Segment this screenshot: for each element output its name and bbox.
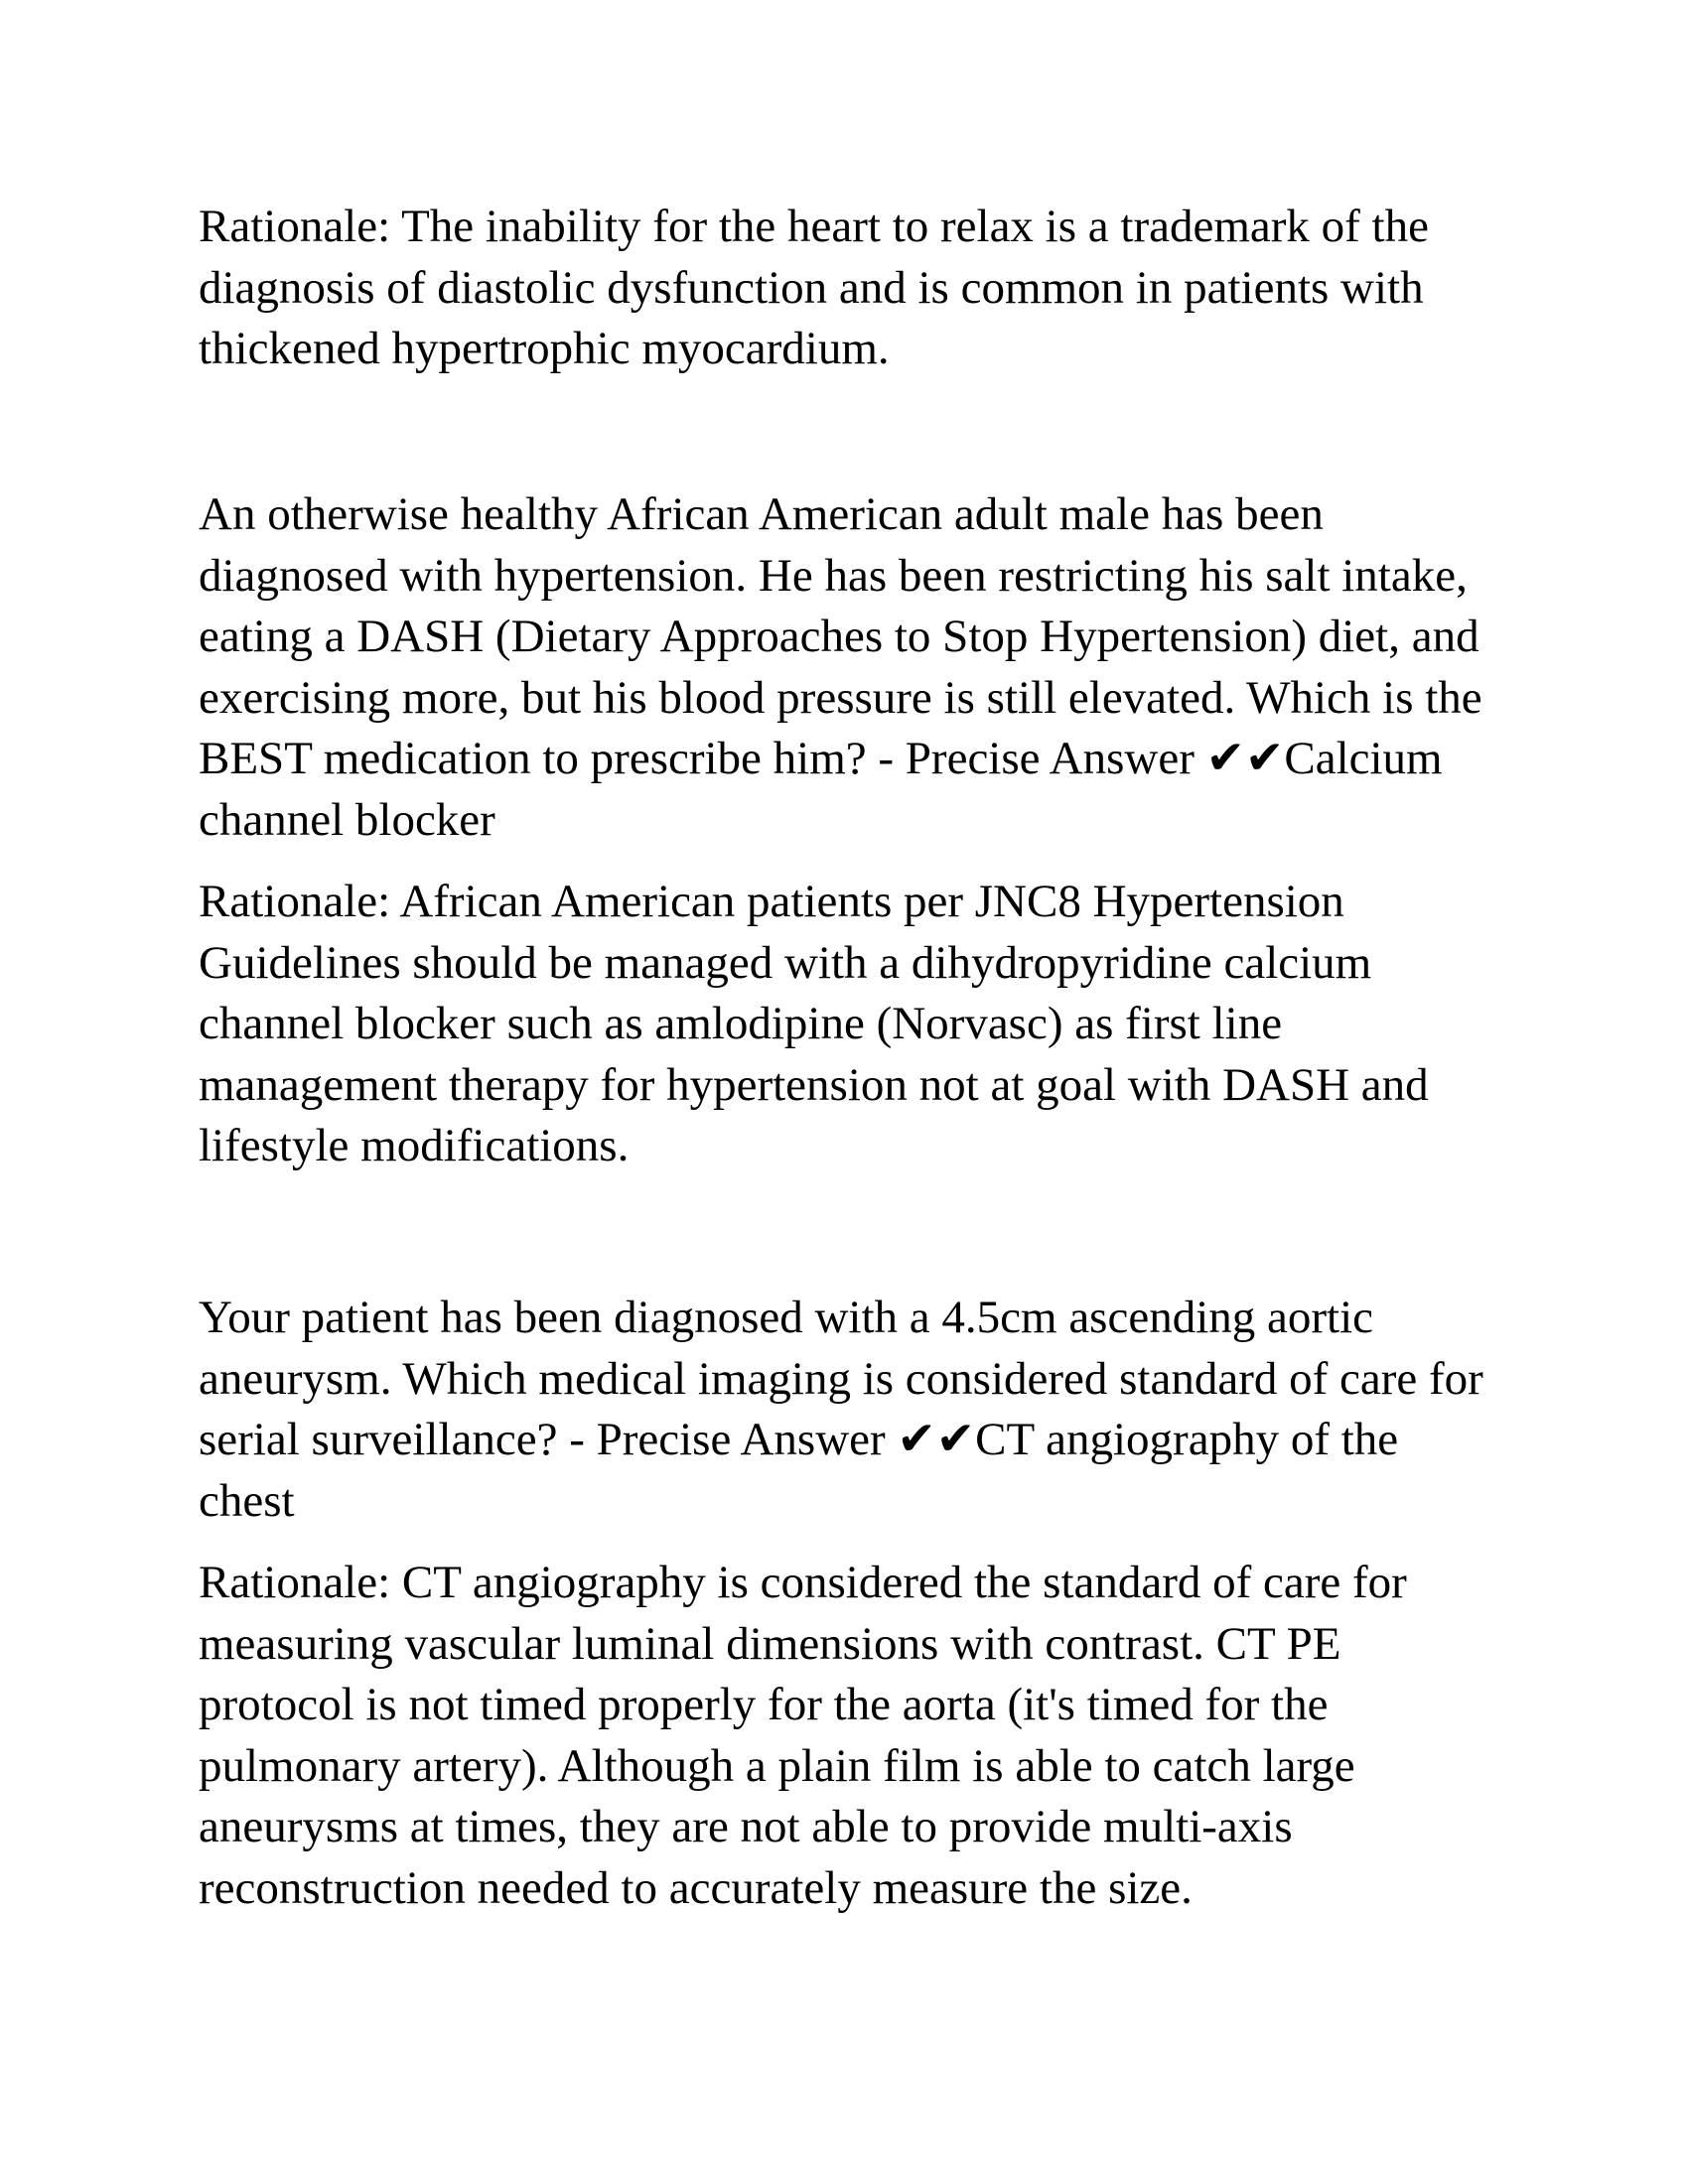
- rationale-calcium-channel-blocker: Rationale: African American patients per JNC8 Hypertension Guidelines should be managed with a dihydropyridine calcium channel blocker such as amlodipine (Norvasc) as first line management therapy for hypertension not at goal with DASH and lifestyle modifications.: [199, 876, 1429, 1171]
- rationale-diastolic-dysfunction: Rationale: The inability for the heart to relax is a trademark of the diagnosis of diastolic dysfunction and is common in patients with thickened hypertrophic myocardium.: [199, 201, 1429, 374]
- question-hypertension-medication: An otherwise healthy African American adult male has been diagnosed with hypertension. He has been restricting his salt intake, eating a DASH (Dietary Approaches to Stop Hypertension) diet, and exercising more, but his blood pressure is still elevated. Which is the BEST medication to prescribe him? - Precise Answer ✔✔Calcium channel blocker: [199, 488, 1482, 846]
- question-aortic-aneurysm-imaging: Your patient has been diagnosed with a 4.5cm ascending aortic aneurysm. Which medical imaging is considered standard of care for serial surveillance? - Precise Answer ✔✔CT angiography of the chest: [199, 1292, 1483, 1527]
- rationale-ct-angiography: Rationale: CT angiography is considered the standard of care for measuring vascular luminal dimensions with contrast. CT PE protocol is not timed properly for the aorta (it's timed for the pulmonary artery). Although a plain film is able to catch large aneurysms at times, they are not able to provide multi-axis reconstruction needed to accurately measure the size.: [199, 1557, 1407, 1914]
